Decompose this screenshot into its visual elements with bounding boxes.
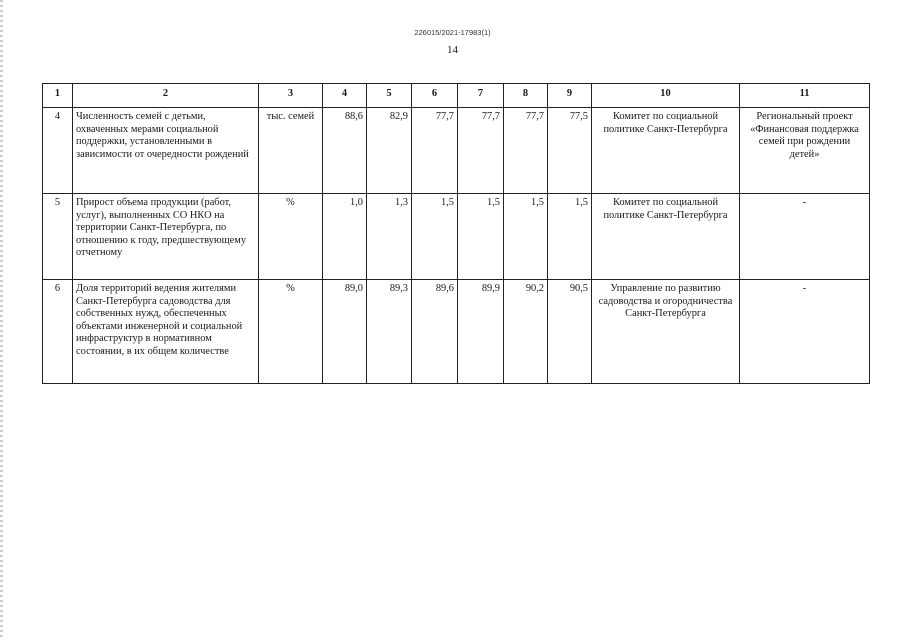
value-cell: 1,5 — [548, 194, 592, 280]
value-cell: 77,7 — [458, 108, 504, 194]
indicator-name: Прирост объема продукции (работ, услуг), выполненных СО НКО на территории Санкт-Петербурга, по отношению к году, предшествующему отчетному — [73, 194, 259, 280]
unit-cell: % — [259, 280, 323, 384]
row-number: 6 — [43, 280, 73, 384]
responsible-cell: Управление по развитию садоводства и огородничества Санкт-Петербурга — [592, 280, 740, 384]
value-cell: 1,0 — [323, 194, 367, 280]
value-cell: 1,5 — [458, 194, 504, 280]
col-header-2: 2 — [73, 84, 259, 108]
project-cell: Региональный проект «Финансовая поддержка семей при рождении детей» — [740, 108, 870, 194]
value-cell: 77,7 — [504, 108, 548, 194]
col-header-5: 5 — [367, 84, 412, 108]
value-cell: 90,2 — [504, 280, 548, 384]
document-id: 226015/2021-17983(1) — [414, 28, 491, 37]
value-cell: 89,0 — [323, 280, 367, 384]
responsible-cell: Комитет по социальной политике Санкт-Петербурга — [592, 194, 740, 280]
col-header-11: 11 — [740, 84, 870, 108]
unit-cell: % — [259, 194, 323, 280]
value-cell: 89,3 — [367, 280, 412, 384]
value-cell: 89,9 — [458, 280, 504, 384]
col-header-8: 8 — [504, 84, 548, 108]
value-cell: 89,6 — [412, 280, 458, 384]
col-header-7: 7 — [458, 84, 504, 108]
col-header-6: 6 — [412, 84, 458, 108]
responsible-cell: Комитет по социальной политике Санкт-Петербурга — [592, 108, 740, 194]
col-header-9: 9 — [548, 84, 592, 108]
value-cell: 1,5 — [504, 194, 548, 280]
project-cell: - — [740, 194, 870, 280]
project-cell: - — [740, 280, 870, 384]
table-row — [43, 280, 870, 384]
page-number: 14 — [447, 44, 458, 56]
indicator-name: Доля территорий ведения жителями Санкт-Петербурга садоводства для собственных нужд, обеспеченных объектами инженерной и социальной инфраструктур в нормативном состоянии, в их общем количестве — [73, 280, 259, 384]
value-cell: 88,6 — [323, 108, 367, 194]
value-cell: 90,5 — [548, 280, 592, 384]
table-row — [43, 194, 870, 280]
value-cell: 1,3 — [367, 194, 412, 280]
value-cell: 77,5 — [548, 108, 592, 194]
unit-cell: тыс. семей — [259, 108, 323, 194]
row-number: 4 — [43, 108, 73, 194]
header-row — [43, 84, 870, 108]
col-header-10: 10 — [592, 84, 740, 108]
indicators-table — [42, 83, 870, 384]
value-cell: 77,7 — [412, 108, 458, 194]
col-header-4: 4 — [323, 84, 367, 108]
value-cell: 82,9 — [367, 108, 412, 194]
value-cell: 1,5 — [412, 194, 458, 280]
row-number: 5 — [43, 194, 73, 280]
scan-edge — [0, 0, 3, 640]
col-header-1: 1 — [43, 84, 73, 108]
col-header-3: 3 — [259, 84, 323, 108]
indicator-name: Численность семей с детьми, охваченных мерами социальной поддержки, установленными в зависимости от очередности рождений — [73, 108, 259, 194]
table-row — [43, 108, 870, 194]
